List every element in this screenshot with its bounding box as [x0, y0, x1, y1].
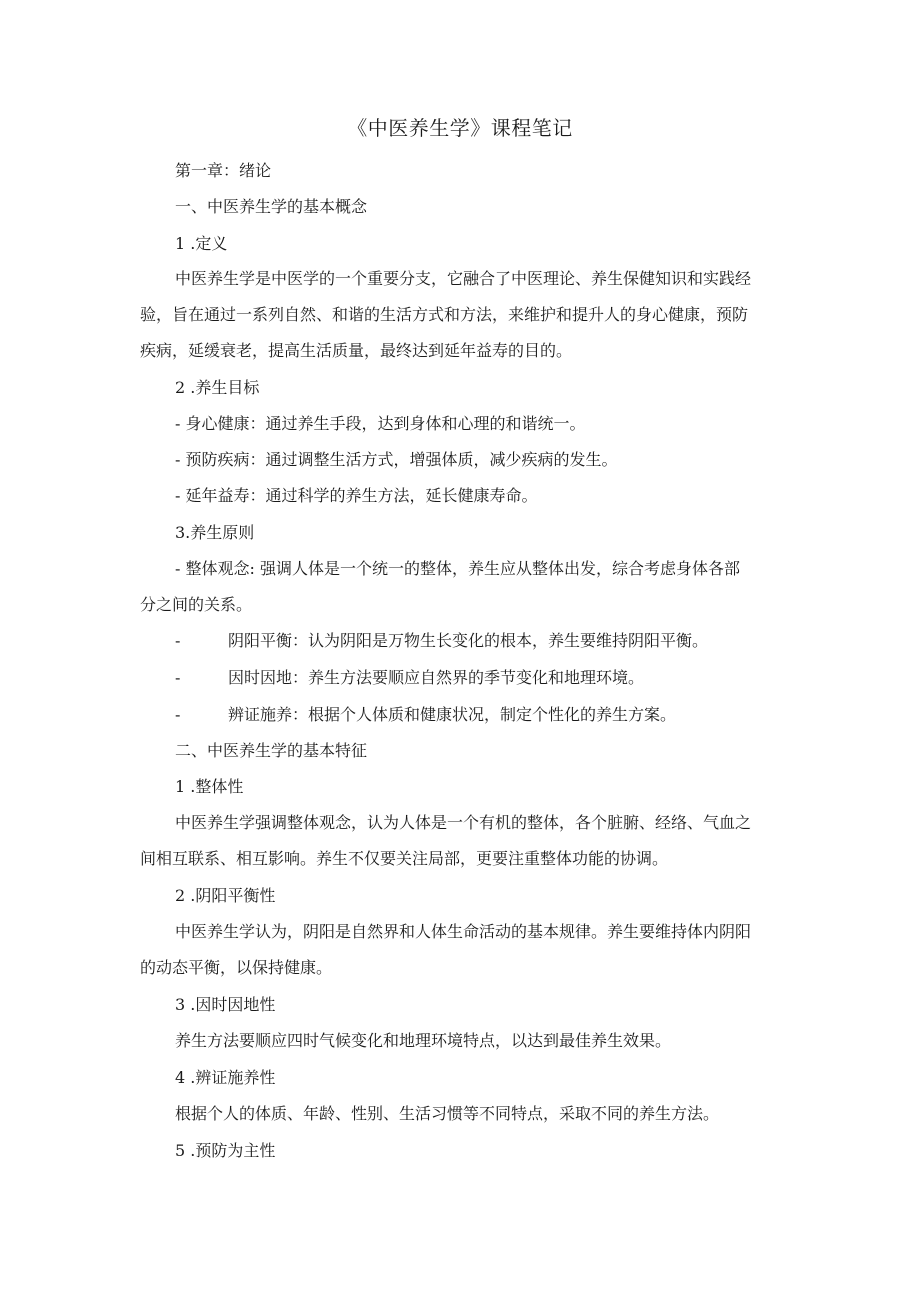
- subsection-heading: 3 .因时因地性: [175, 995, 276, 1014]
- paragraph-line: 根据个人的体质、年龄、性别、生活习惯等不同特点，采取不同的养生方法。: [175, 1104, 720, 1123]
- document-title: 《中医养生学》课程笔记: [347, 116, 573, 140]
- paragraph-line: 养生方法要顺应四时气候变化和地理环境特点，以达到最佳养生效果。: [175, 1031, 672, 1050]
- subsection-heading: 2 .养生目标: [175, 378, 260, 397]
- list-item: 阴阳平衡：认为阴阳是万物生长变化的根本，养生要维持阴阳平衡。: [228, 631, 709, 650]
- list-item-continuation: 分之间的关系。: [140, 595, 253, 614]
- subsection-heading: 4 .辨证施养性: [175, 1068, 276, 1087]
- subsection-heading: 5 .预防为主性: [175, 1141, 276, 1160]
- list-item: 辨证施养：根据个人体质和健康状况，制定个性化的养生方案。: [228, 705, 677, 724]
- list-item: - 延年益寿：通过科学的养生方法，延长健康寿命。: [175, 486, 538, 505]
- subsection-heading: 3.养生原则: [175, 523, 255, 542]
- list-item: - 整体观念: 强调人体是一个统一的整体，养生应从整体出发，综合考虑身体各部: [175, 559, 740, 578]
- chapter-heading: 第一章：绪论: [175, 161, 272, 180]
- list-dash: -: [175, 705, 181, 724]
- paragraph-line: 中医养生学认为，阴阳是自然界和人体生命活动的基本规律。养生要维持体内阴阳: [175, 922, 752, 941]
- subsection-heading: 2 .阴阳平衡性: [175, 886, 276, 905]
- subsection-heading: 1 .定义: [175, 234, 228, 253]
- paragraph-line: 的动态平衡，以保持健康。: [140, 958, 333, 977]
- paragraph-line: 中医养生学强调整体观念，认为人体是一个有机的整体，各个脏腑、经络、气血之: [175, 813, 752, 832]
- subsection-heading: 1 .整体性: [175, 777, 244, 796]
- section-heading: 一、中医养生学的基本概念: [175, 197, 368, 216]
- paragraph-line: 疾病，延缓衰老，提高生活质量，最终达到延年益寿的目的。: [140, 341, 573, 360]
- section-heading: 二、中医养生学的基本特征: [175, 741, 368, 760]
- paragraph-line: 验，旨在通过一系列自然、和谐的生活方式和方法，来维护和提升人的身心健康，预防: [140, 305, 749, 324]
- list-item: - 身心健康：通过养生手段，达到身体和心理的和谐统一。: [175, 414, 586, 433]
- list-item: - 预防疾病：通过调整生活方式，增强体质，减少疾病的发生。: [175, 450, 618, 469]
- list-dash: -: [175, 668, 181, 687]
- list-dash: -: [175, 631, 181, 650]
- paragraph-line: 中医养生学是中医学的一个重要分支，它融合了中医理论、养生保健知识和实践经: [175, 269, 752, 288]
- paragraph-line: 间相互联系、相互影响。养生不仅要关注局部，更要注重整体功能的协调。: [140, 849, 669, 868]
- list-item: 因时因地：养生方法要顺应自然界的季节变化和地理环境。: [228, 668, 645, 687]
